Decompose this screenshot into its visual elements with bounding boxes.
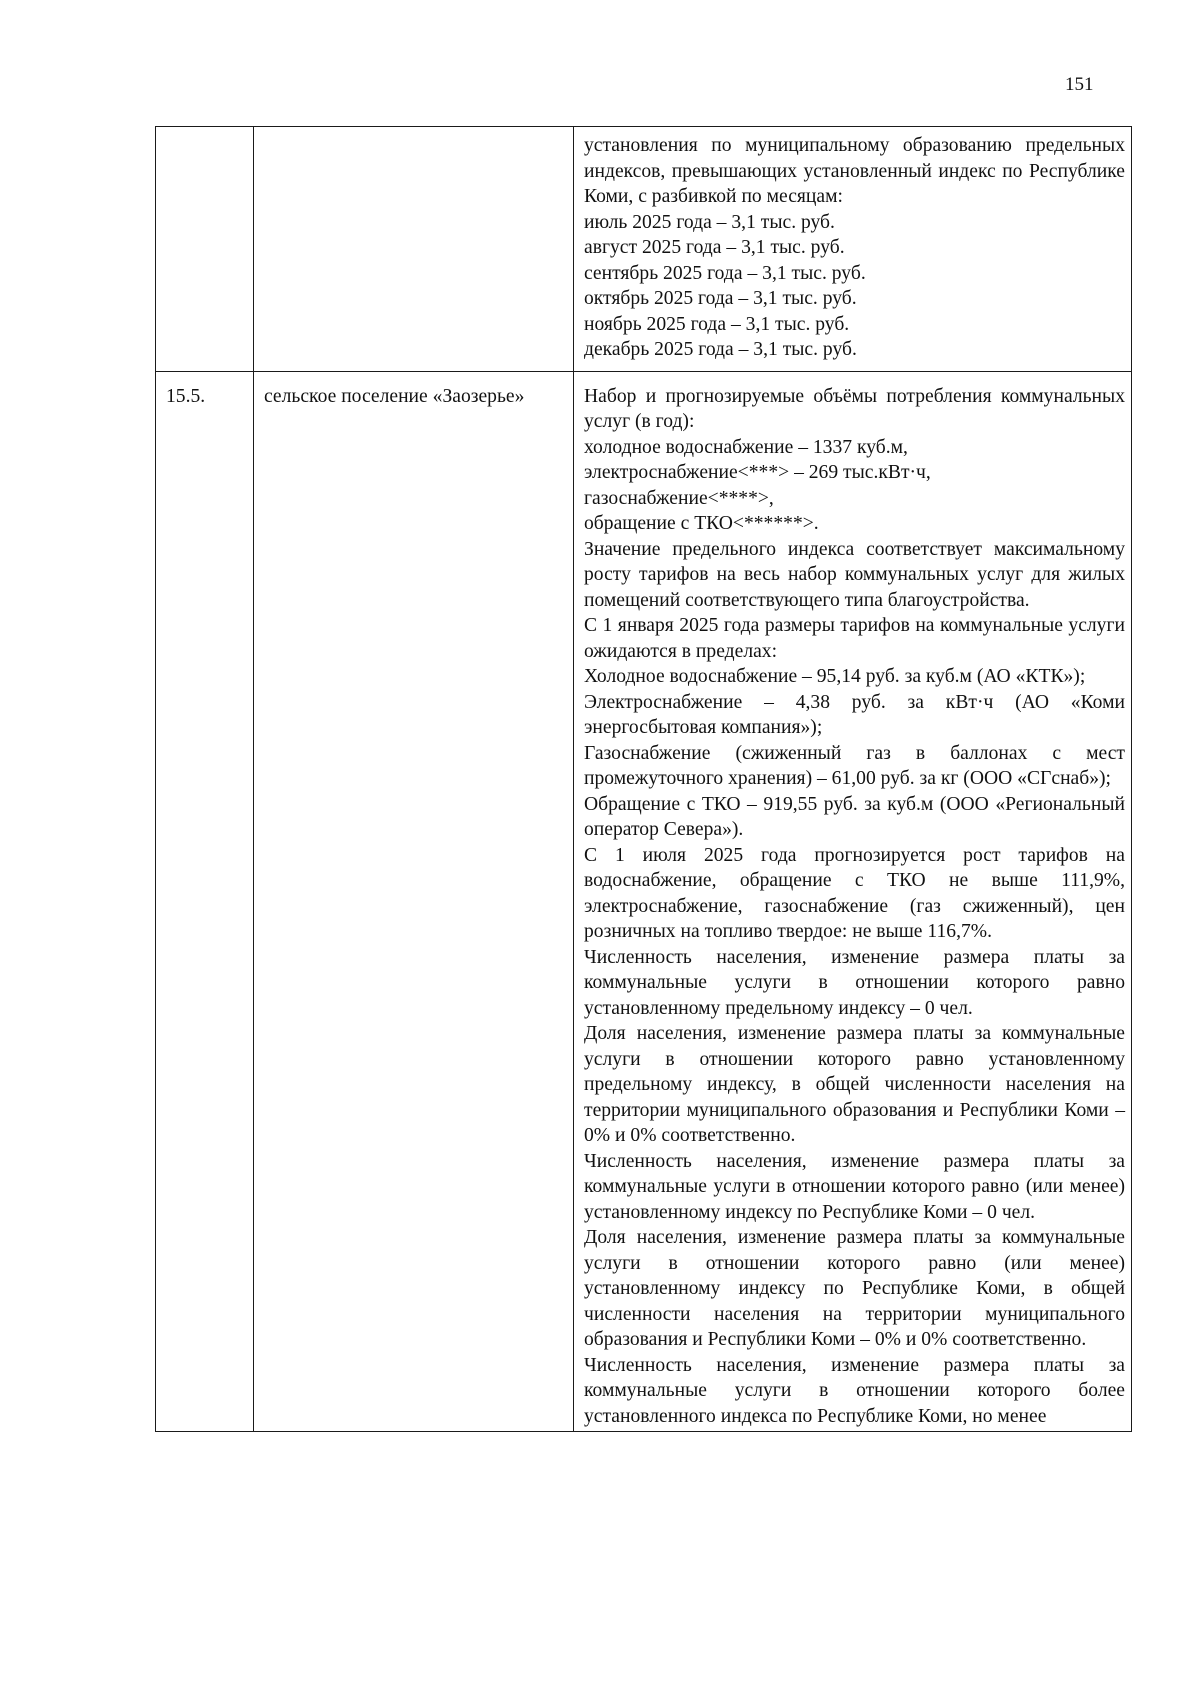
table-row [156,371,1132,1432]
description-paragraph: Набор и прогнозируемые объёмы потребления коммунальных услуг (в год): [584,385,1125,432]
description-paragraph: ноябрь 2025 года – 3,1 тыс. руб. [584,313,850,335]
description-paragraph: сентябрь 2025 года – 3,1 тыс. руб. [584,262,866,284]
row-number-cell [156,371,254,1432]
municipality-name: сельское поселение «Заозерье» [264,385,525,407]
description-paragraph: август 2025 года – 3,1 тыс. руб. [584,237,845,258]
row-number-cell [156,127,254,372]
description-paragraph: Электроснабжение – 4,38 руб. за кВт·ч (АО «Коми энергосбытовая компания»); [584,691,1125,738]
description-block [574,372,1131,1432]
description-paragraph: Значение предельного индекса соответствует максимальному росту тарифов на весь набор коммунальных услуг для жилых помещений соответствующего типа благоустройства. [584,538,1125,611]
description-paragraph: Численность населения, изменение размера платы за коммунальные услуги в отношении которого равно (или менее) установленному индексу по Республике Коми – 0 чел. [584,1150,1125,1223]
description-cell [574,127,1132,372]
page-number: 151 [1065,74,1094,95]
description-paragraph: С 1 июля 2025 года прогнозируется рост тарифов на водоснабжение, обращение с ТКО не выше 111,9%, электроснабжение, газоснабжение (газ сжиженный), цен розничных на топливо твердое: не выше 116,7%. [584,844,1125,942]
row-number [156,127,253,149]
description-paragraph: Обращение с ТКО – 919,55 руб. за куб.м (ООО «Региональный оператор Севера»). [584,793,1125,840]
description-paragraph: С 1 января 2025 года размеры тарифов на коммунальные услуги ожидаются в пределах: [584,615,1125,662]
description-paragraph: обращение с ТКО<******>. [584,513,819,534]
description-paragraph: Численность населения, изменение размера платы за коммунальные услуги в отношении которого равно установленному предельному индексу – 0 чел. [584,946,1125,1019]
description-block [574,127,1131,371]
municipality-name-cell [254,371,574,1432]
description-paragraph: Численность населения, изменение размера платы за коммунальные услуги в отношении которого более установленного индекса по Республике Коми, но менее [584,1354,1125,1427]
description-paragraph: Доля населения, изменение размера платы за коммунальные услуги в отношении которого равно (или менее) установленному индексу по Республике Коми, в общей численности населения на территории муниципального образования и Республики Коми – 0% и 0% соответственно. [584,1227,1125,1350]
description-paragraph: Холодное водоснабжение – 95,14 руб. за куб.м (АО «КТК»); [584,666,1086,687]
row-number: 15.5. [166,385,206,407]
table-row [156,127,1132,372]
description-paragraph: холодное водоснабжение – 1337 куб.м, [584,436,908,458]
description-paragraph: электроснабжение<***> – 269 тыс.кВт·ч, [584,462,931,483]
municipality-name [254,127,573,149]
description-paragraph: октябрь 2025 года – 3,1 тыс. руб. [584,288,857,309]
description-paragraph: Газоснабжение (сжиженный газ в баллонах с мест промежуточного хранения) – 61,00 руб. за кг (ООО «СГснаб»); [584,742,1125,789]
description-cell [574,371,1132,1432]
tariff-table [155,126,1132,1432]
description-paragraph: Доля населения, изменение размера платы за коммунальные услуги в отношении которого равно установленному предельному индексу, в общей численности населения на территории муниципального образования и Республики Коми – 0% и 0% соответственно. [584,1023,1125,1146]
description-paragraph: газоснабжение<****>, [584,487,774,509]
description-paragraph: установления по муниципальному образованию предельных индексов, превышающих установленный индекс по Республике Коми, с разбивкой по месяцам: [584,135,1125,207]
municipality-name-cell [254,127,574,372]
description-paragraph: декабрь 2025 года – 3,1 тыс. руб. [584,339,857,360]
description-paragraph: июль 2025 года – 3,1 тыс. руб. [584,211,835,233]
